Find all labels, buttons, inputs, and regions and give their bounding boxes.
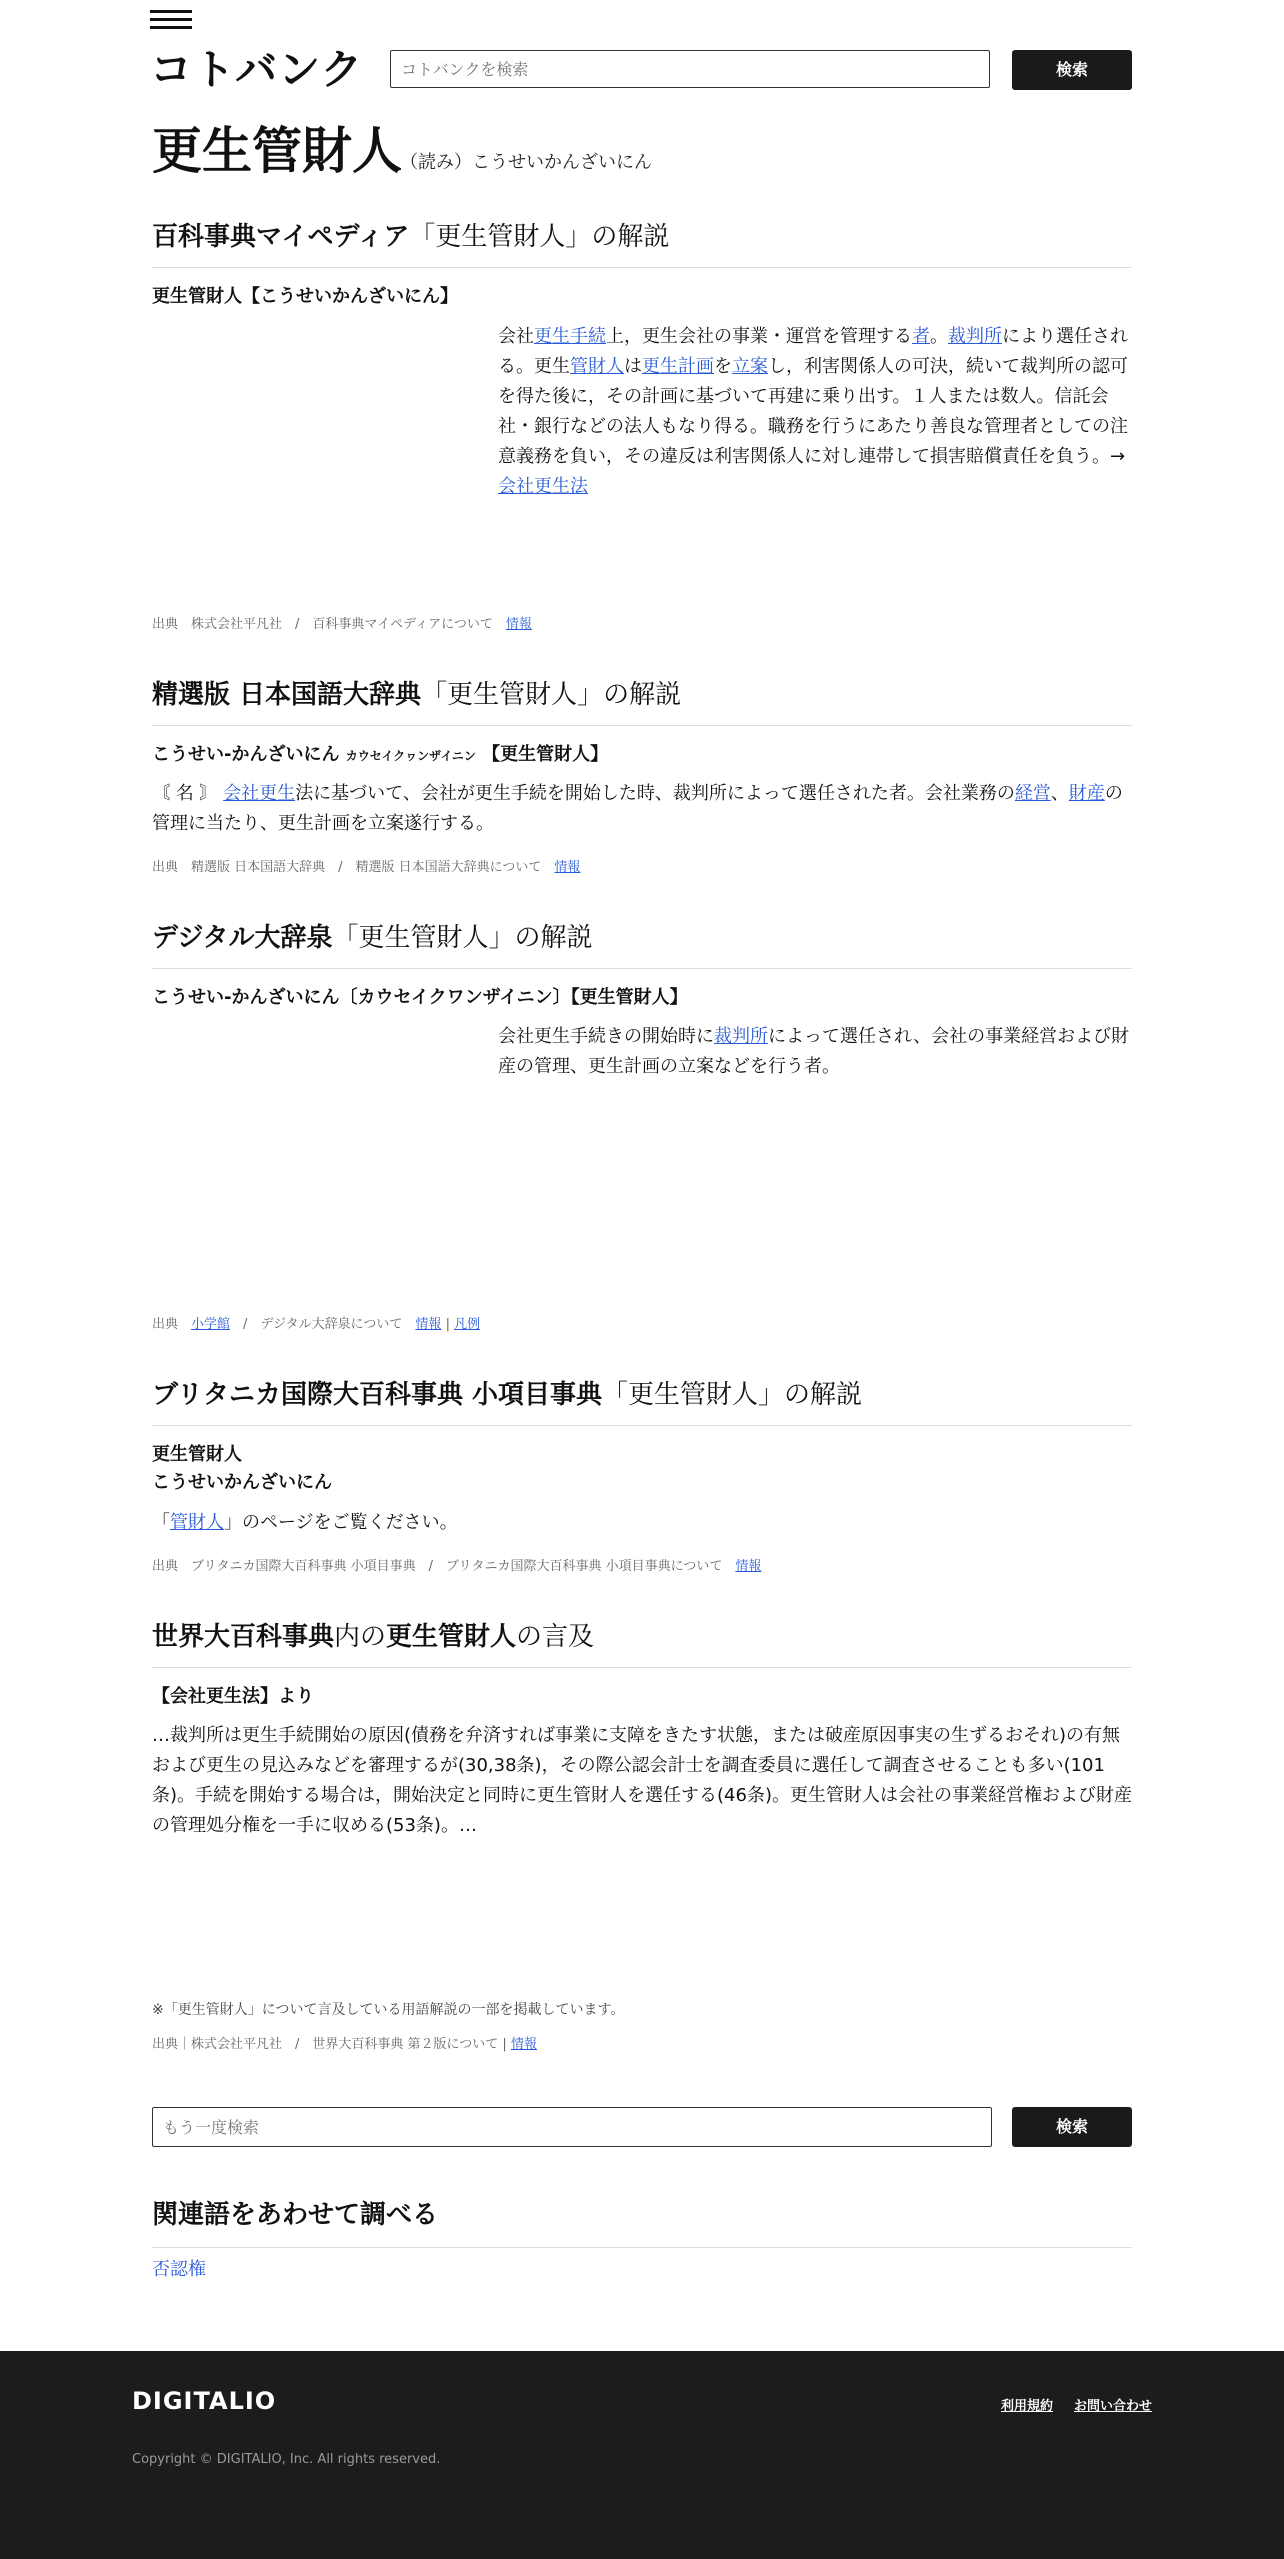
link-rian[interactable]: 立案 — [732, 356, 768, 377]
search-again-button[interactable]: 検索 — [1012, 2107, 1132, 2147]
info-link[interactable]: 情報 — [505, 617, 532, 632]
section-title-sekai: 世界大百科事典内の更生管財人の言及 — [152, 1622, 595, 1652]
link-kanzainin[interactable]: 管財人 — [170, 1512, 224, 1533]
section-title-britannica: ブリタニカ国際大百科事典 小項目事典「更生管財人」の解説 — [152, 1380, 863, 1410]
related-list — [152, 2255, 206, 2281]
page-title: 更生管財人 — [152, 122, 402, 180]
source-mypedia: 出典 株式会社平凡社 / 百科事典マイペディアについて 情報 — [152, 617, 532, 632]
footer-logo[interactable]: DIGITALIO — [132, 2387, 277, 2415]
divider — [152, 968, 1132, 969]
search-button[interactable]: 検索 — [1012, 50, 1132, 90]
link-saibansho[interactable]: 裁判所 — [948, 326, 1002, 347]
link-keiei[interactable]: 経営 — [1014, 783, 1051, 804]
info-link[interactable]: 情報 — [510, 2037, 537, 2052]
section-title-mypedia: 百科事典マイペディア「更生管財人」の解説 — [152, 222, 670, 252]
divider — [152, 725, 1132, 726]
link-shogakukan[interactable]: 小学館 — [191, 1317, 231, 1332]
definition-britannica: 「管財人」のページをご覧ください。 — [152, 1512, 458, 1533]
link-kaisha-koseiho[interactable]: 会社更生法 — [498, 476, 588, 497]
footer — [0, 2351, 1284, 2559]
link-kosei-keikaku[interactable]: 更生計画 — [642, 356, 714, 377]
headword-daijisen: こうせい‐かんざいにん〔カウセイクワンザイニン〕【更生管財人】 — [152, 987, 688, 1008]
source-sekai: 出典｜株式会社平凡社 / 世界大百科事典 第２版について | 情報 — [152, 2037, 537, 2052]
source-britannica: 出典 ブリタニカ国際大百科事典 小項目事典 / ブリタニカ国際大百科事典 小項目事典について 情報 — [152, 1559, 762, 1574]
section-title-daijisen: デジタル大辞泉「更生管財人」の解説 — [152, 923, 593, 953]
definition-sekai: …裁判所は更生手続開始の原因(債務を弁済すれば事業に支障をきたす状態，または破産原因事実の生ずるおそれ)の有無および更生の見込みなどを審理するが(30,38条)，その際公認会計士を調査委員に選任して調査させることも多い(101条)。手続を開始する場合は，開始決定と同時に更生管財人を選任する(46条)。更生管財人は会社の事業経営権および財産の管理処分権を一手に収める(53条)。… — [152, 1725, 1132, 1836]
hamburger-menu-icon[interactable] — [150, 8, 192, 32]
headword-sekai: 【会社更生法】より — [152, 1686, 314, 1707]
info-link[interactable]: 情報 — [735, 1559, 762, 1574]
link-saibansho[interactable]: 裁判所 — [714, 1026, 768, 1047]
reading: （読み）こうせいかんざいにん — [400, 152, 652, 173]
link-zaisan[interactable]: 財産 — [1068, 783, 1105, 804]
section-title-nikkoku: 精選版 日本国語大辞典「更生管財人」の解説 — [152, 680, 682, 710]
copyright: Copyright © DIGITALIO, Inc. All rights reserved. — [132, 2452, 441, 2467]
divider — [152, 2247, 1132, 2248]
info-link[interactable]: 情報 — [554, 860, 581, 875]
definition-mypedia: 会社更生手続上，更生会社の事業・運営を管理する者。裁判所により選任される。更生管財人は更生計画を立案し，利害関係人の可決，続いて裁判所の認可を得た後に，その計画に基づいて再建に乗り出す。１人または数人。信託会社・銀行などの法人もなり得る。職務を行うにあたり善良な管理者としての注意義務を負い，その違反は利害関係人に対し連帯して損害賠償責任を負う。→ 会社更生法 — [498, 326, 1128, 497]
related-title: 関連語をあわせて調べる — [152, 2200, 439, 2230]
link-kaisha-kosei[interactable]: 会社更生 — [223, 783, 296, 804]
divider — [152, 267, 1132, 268]
divider — [152, 1425, 1132, 1426]
related-link[interactable]: 否認権 — [152, 2259, 206, 2280]
link-kanzainin[interactable]: 管財人 — [570, 356, 624, 377]
terms-link[interactable]: 利用規約 — [1001, 2399, 1054, 2414]
definition-daijisen: 会社更生手続きの開始時に裁判所によって選任され、会社の事業経営および財産の管理、更生計画の立案などを行う者。 — [498, 1026, 1130, 1077]
info-link[interactable]: 情報 — [415, 1317, 442, 1332]
search-input[interactable] — [390, 50, 990, 88]
hanrei-link[interactable]: 凡例 — [454, 1317, 481, 1332]
headword-reading-britannica: こうせいかんざいにん — [152, 1472, 332, 1493]
divider — [152, 1667, 1132, 1668]
source-daijisen: 出典 小学館 / デジタル大辞泉について 情報 | 凡例 — [152, 1317, 481, 1332]
link-kosei-tetsuzuki[interactable]: 更生手続 — [534, 326, 606, 347]
site-logo[interactable]: コトバンク — [150, 45, 364, 94]
source-nikkoku: 出典 精選版 日本国語大辞典 / 精選版 日本国語大辞典について 情報 — [152, 860, 581, 875]
link-mono[interactable]: 者 — [912, 326, 930, 347]
mention-note: ※「更生管財人」について言及している用語解説の一部を掲載しています。 — [152, 2002, 625, 2018]
definition-nikkoku: 〘 名 〙 会社更生法に基づいて、会社が更生手続を開始した時、裁判所によって選任された者。会社業務の経営、財産の管理に当たり、更生計画を立案遂行する。 — [152, 783, 1123, 834]
search-again-input[interactable] — [152, 2107, 992, 2147]
contact-link[interactable]: お問い合わせ — [1074, 2399, 1153, 2414]
headword-britannica: 更生管財人 — [152, 1444, 242, 1465]
headword-mypedia: 更生管財人【こうせいかんざいにん】 — [152, 286, 458, 307]
headword-nikkoku: こうせい‐かんざいにん カウセイクヮンザイニン 【更生管財人】 — [152, 744, 609, 765]
